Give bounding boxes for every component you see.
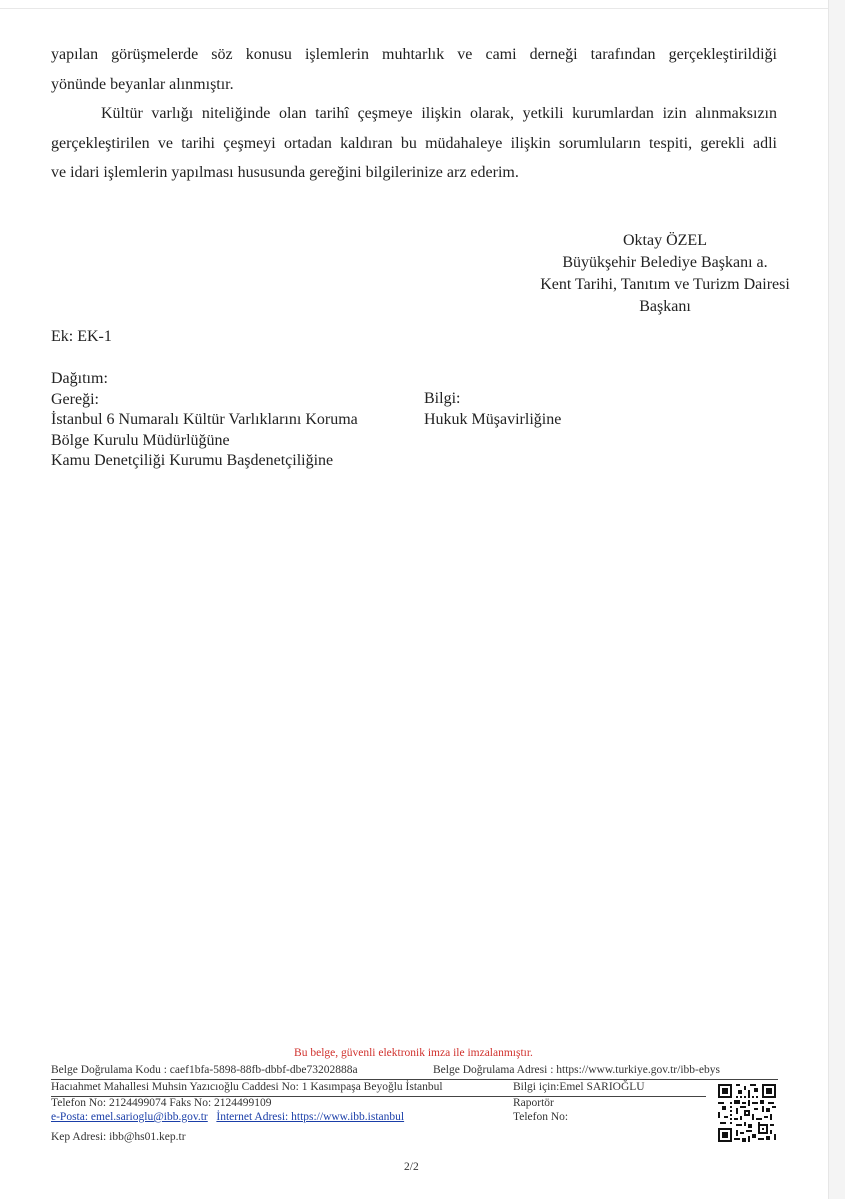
address: Hacıahmet Mahallesi Muhsin Yazıcıoğlu Caddesi No: 1 Kasımpaşa Beyoğlu İstanbul — [51, 1081, 443, 1093]
signatory-name: Oktay ÖZEL — [623, 232, 707, 249]
paragraph-line: Kültür varlığı niteliğinde olan tarihî çeşmeye ilişkin olarak, yetkili kurumlardan izin alınmaksızın — [101, 105, 777, 122]
qr-code-icon — [718, 1084, 776, 1142]
distribution-info-block — [424, 389, 561, 430]
attachment-line: Ek: EK-1 — [51, 328, 112, 345]
distribution-block — [51, 369, 358, 472]
footer — [51, 1064, 778, 1126]
email-link[interactable]: e-Posta: emel.sarioglu@ibb.gov.tr — [51, 1111, 208, 1123]
website-link[interactable]: İnternet Adresi: https://www.ibb.istanbul — [216, 1111, 405, 1123]
address-row — [51, 1081, 778, 1096]
contact-phone: Telefon No: — [513, 1111, 569, 1123]
distribution-action-item: Kamu Denetçiliği Kurumu Başdenetçiliğine — [51, 452, 334, 469]
verification-address[interactable]: Belge Doğrulama Adresi : https://www.turkiye.gov.tr/ibb-ebys — [433, 1064, 720, 1076]
paragraph-line: gerçekleştirilen ve tarihi çeşmeyi ortadan kaldıran bu müdahaleye ilişkin sorumluların tespiti, gerekli adli — [51, 134, 777, 152]
paragraph-1 — [51, 40, 777, 99]
kep-address: Kep Adresi: ibb@hs01.kep.tr — [51, 1131, 186, 1143]
page-right-edge — [828, 0, 845, 1199]
page-top-edge — [0, 0, 830, 9]
contact-label: Bilgi için:Emel SARIOĞLU — [513, 1081, 645, 1093]
phone-row — [51, 1097, 778, 1112]
signature-block — [470, 230, 845, 318]
email-web-line — [51, 1111, 404, 1123]
distribution-action-label: Gereği: — [51, 390, 99, 408]
page-number: 2/2 — [404, 1161, 419, 1173]
esign-notice: Bu belge, güvenli elektronik imza ile imzalanmıştır. — [294, 1047, 533, 1059]
paragraph-line: yapılan görüşmelerde söz konusu işlemlerin muhtarlık ve cami derneği tarafından gerçekleştirildiği — [51, 46, 777, 63]
paragraph-line: yönünde beyanlar alınmıştır. — [51, 75, 234, 93]
signatory-title: Büyükşehir Belediye Başkanı a. — [562, 254, 768, 271]
phone-fax: Telefon No: 2124499074 Faks No: 2124499109 — [51, 1096, 272, 1109]
distribution-info-label: Bilgi: — [424, 390, 461, 407]
verification-row — [51, 1064, 778, 1080]
paragraph-line: ve idari işlemlerin yapılması hususunda gereğini bilgilerinize arz ederim. — [51, 164, 519, 181]
distribution-heading: Dağıtım: — [51, 370, 108, 387]
contact-role: Raportör — [513, 1096, 554, 1109]
distribution-action-item: İstanbul 6 Numaralı Kültür Varlıklarını Koruma — [51, 411, 358, 428]
distribution-action-item: Bölge Kurulu Müdürlüğüne — [51, 431, 230, 449]
signatory-title: Başkanı — [639, 298, 691, 315]
verification-code: Belge Doğrulama Kodu : caef1bfa-5898-88fb-dbbf-dbe73202888a — [51, 1064, 358, 1076]
distribution-info-item: Hukuk Müşavirliğine — [424, 410, 562, 428]
paragraph-2 — [51, 99, 777, 188]
email-row — [51, 1111, 778, 1126]
signatory-title: Kent Tarihi, Tanıtım ve Turizm Dairesi — [540, 276, 790, 293]
